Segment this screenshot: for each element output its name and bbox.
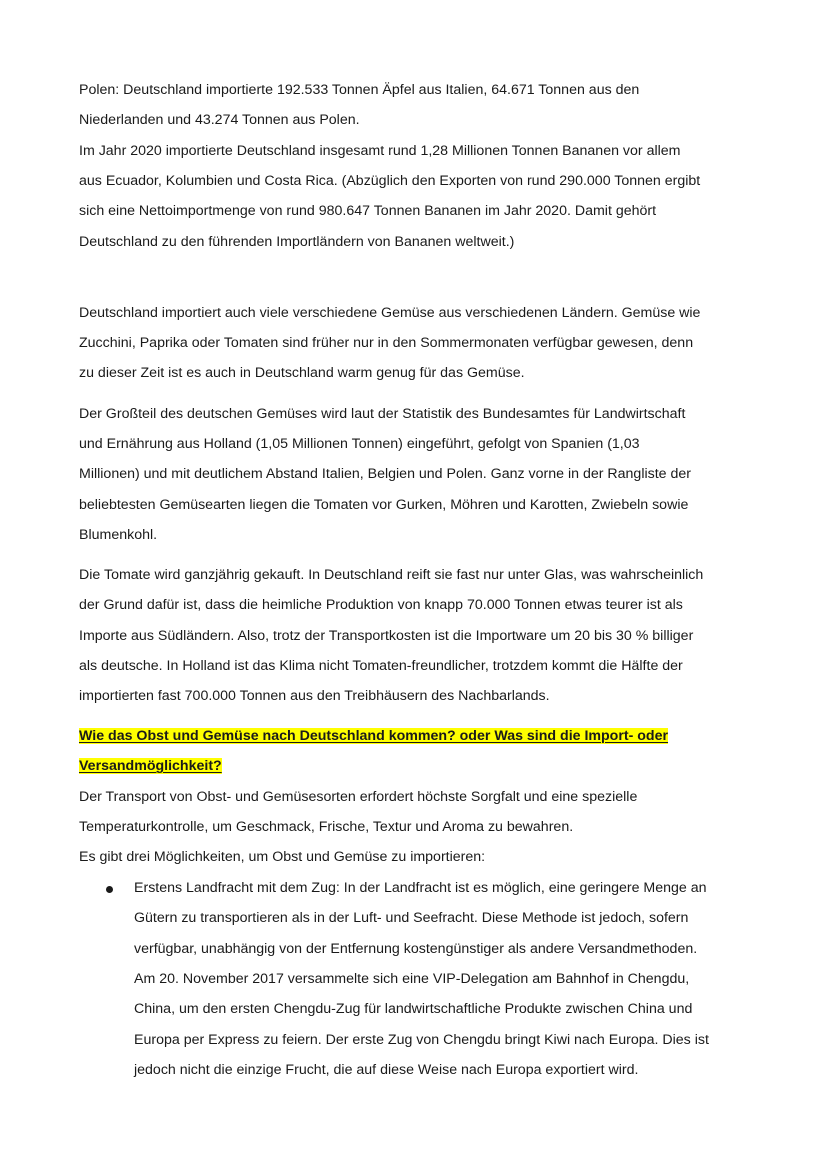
highlighted-heading-text: Wie das Obst und Gemüse nach Deutschland kommen? oder Was sind die Import- oder: [79, 728, 669, 744]
text-line: Deutschland importiert auch viele verschiedene Gemüse aus verschiedenen Ländern. Gemüse wie: [79, 305, 701, 321]
text-line: Am 20. November 2017 versammelte sich eine VIP-Delegation am Bahnhof in Chengdu,: [134, 971, 690, 987]
text-line: Importe aus Südländern. Also, trotz der Transportkosten ist die Importware um 20 bis 30 % billiger: [79, 628, 694, 644]
text-line: und Ernährung aus Holland (1,05 Millionen Tonnen) eingeführt, gefolgt von Spanien (1,03: [79, 436, 640, 452]
text-line: importierten fast 700.000 Tonnen aus den Treibhäusern des Nachbarlands.: [79, 688, 550, 704]
text-line: Temperaturkontrolle, um Geschmack, Frische, Textur und Aroma zu bewahren.: [79, 819, 574, 835]
bullet-dot-icon: [106, 886, 113, 893]
text-line: Europa per Express zu feiern. Der erste Zug von Chengdu bringt Kiwi nach Europa. Dies ist: [134, 1032, 709, 1048]
highlighted-heading-text: Versandmöglichkeit?: [79, 758, 222, 774]
text-line: Im Jahr 2020 importierte Deutschland insgesamt rund 1,28 Millionen Tonnen Bananen vor allem: [79, 143, 681, 159]
text-line: Zucchini, Paprika oder Tomaten sind früher nur in den Sommermonaten verfügbar gewesen, denn: [79, 335, 694, 351]
text-line: zu dieser Zeit ist es auch in Deutschland warm genug für das Gemüse.: [79, 365, 525, 381]
text-line: aus Ecuador, Kolumbien und Costa Rica. (Abzüglich den Exporten von rund 290.000 Tonnen ergibt: [79, 173, 701, 189]
text-line: als deutsche. In Holland ist das Klima nicht Tomaten-freundlicher, trotzdem kommt die Hälfte der: [79, 658, 683, 674]
text-line: Blumenkohl.: [79, 527, 158, 543]
text-line: Deutschland zu den führenden Importländern von Bananen weltweit.): [79, 234, 515, 250]
text-line: Die Tomate wird ganzjährig gekauft. In Deutschland reift sie fast nur unter Glas, was wahrscheinlich: [79, 567, 704, 583]
text-line: Es gibt drei Möglichkeiten, um Obst und Gemüse zu importieren:: [79, 849, 486, 865]
text-line: Der Großteil des deutschen Gemüses wird laut der Statistik des Bundesamtes für Landwirtschaft: [79, 406, 686, 422]
text-line: Millionen) und mit deutlichem Abstand Italien, Belgien und Polen. Ganz vorne in der Rangliste der: [79, 466, 691, 482]
heading-line: [79, 757, 222, 775]
heading-line: [79, 727, 668, 745]
text-line: Der Transport von Obst- und Gemüsesorten erfordert höchste Sorgfalt und eine spezielle: [79, 789, 638, 805]
text-line: China, um den ersten Chengdu-Zug für landwirtschaftliche Produkte zwischen China und: [134, 1001, 693, 1017]
text-line: Niederlanden und 43.274 Tonnen aus Polen.: [79, 112, 360, 128]
text-line: jedoch nicht die einzige Frucht, die auf diese Weise nach Europa exportiert wird.: [134, 1062, 639, 1078]
text-line: der Grund dafür ist, dass die heimliche Produktion von knapp 70.000 Tonnen etwas teurer ist als: [79, 597, 683, 613]
text-line: verfügbar, unabhängig von der Entfernung kostengünstiger als andere Versandmethoden.: [134, 941, 698, 957]
text-line: Gütern zu transportieren als in der Luft- und Seefracht. Diese Methode ist jedoch, sofern: [134, 910, 689, 926]
text-line: sich eine Nettoimportmenge von rund 980.647 Tonnen Bananen im Jahr 2020. Damit gehört: [79, 203, 657, 219]
text-line: Polen: Deutschland importierte 192.533 Tonnen Äpfel aus Italien, 64.671 Tonnen aus den: [79, 82, 640, 98]
text-line: beliebtesten Gemüsearten liegen die Tomaten vor Gurken, Möhren und Karotten, Zwiebeln sowie: [79, 497, 689, 513]
text-line: Erstens Landfracht mit dem Zug: In der Landfracht ist es möglich, eine geringere Menge an: [134, 880, 707, 896]
